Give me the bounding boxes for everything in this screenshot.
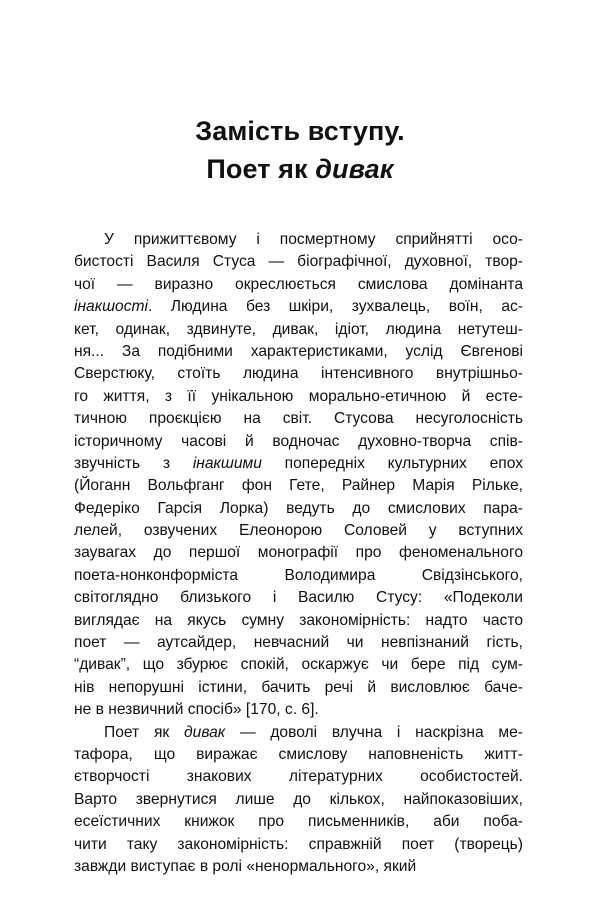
text-line: [74, 363, 523, 385]
chapter-title-line-1: Замість вступу.: [195, 116, 405, 146]
text-line: [74, 699, 523, 721]
text-line-segment: попередніх культурних епох: [261, 454, 523, 472]
text-line-segment: єтворчості знакових літературних особистостей.: [74, 768, 523, 786]
text-line-segment: го життя, з її унікальною морально-етичною й есте-: [74, 387, 523, 405]
body-text: [74, 229, 523, 878]
text-line-segment: — доволі влучна і наскрізна ме-: [225, 723, 523, 741]
text-line-segment: кет, одинак, здвинуте, дивак, ідіот, людина нетутеш-: [74, 320, 523, 338]
text-line-segment: завжди виступає в ролі «ненормального», який: [74, 857, 417, 875]
text-line: [74, 431, 523, 453]
text-line-segment: (Йоганн Вольфганг фон Гете, Райнер Марія Рільке,: [74, 477, 523, 495]
text-line-segment: поета-нонконформіста Володимира Свідзінського,: [74, 566, 523, 584]
text-line-italic-segment: дивак: [184, 723, 226, 741]
text-line-italic-segment: інакшими: [192, 454, 262, 472]
text-line: [74, 542, 523, 564]
text-line: [74, 834, 523, 856]
text-line-segment: лелей, озвучених Елеонорою Соловей у вступних: [74, 522, 523, 540]
text-line-segment: бистості Василя Стуса — біографічної, духовної, твор-: [74, 253, 523, 271]
text-line: [74, 341, 523, 363]
chapter-title-line-2-text: Поет як: [206, 154, 316, 184]
text-line-segment: поет — аутсайдер, невчасний чи невпізнаний гість,: [74, 634, 523, 652]
text-line: [74, 766, 523, 788]
text-line: [74, 229, 523, 251]
text-line-segment: чої — виразно окреслюється смислова домінанта: [74, 275, 523, 293]
text-line: [74, 498, 523, 520]
text-line-segment: світоглядно близького і Василю Стусу: «Подеколи: [74, 589, 523, 607]
text-line: [74, 319, 523, 341]
text-line: [74, 296, 523, 318]
text-line-segment: У прижиттєвому і посмертному сприйнятті осо-: [104, 231, 523, 248]
text-line-segment: тафора, що виражає смислову наповненість житт-: [74, 745, 523, 763]
text-line-segment: есеїстичних книжок про письменників, аби поба-: [74, 813, 523, 831]
text-line: [74, 856, 523, 878]
text-line-segment: історичному часові й водночас духовно-творча спів-: [74, 432, 523, 450]
text-line: [74, 632, 523, 654]
paragraph-2: [74, 722, 523, 879]
text-line: [74, 475, 523, 497]
text-line: [74, 789, 523, 811]
text-line-segment: Поет як: [104, 723, 185, 741]
text-line-segment: виглядає на якусь сумну закономірність: надто часто: [74, 611, 523, 629]
text-line-segment: чити таку закономірність: справжній поет (творець): [74, 835, 523, 853]
text-line-segment: . Людина без шкіри, зухвалець, воїн, ас-: [147, 298, 523, 316]
text-line-segment: Сверстюку, стоїть людина інтенсивного внутрішньо-: [74, 365, 523, 383]
text-line-segment: “дивак”, що збурює спокій, оскаржує чи бере під сум-: [74, 656, 523, 674]
text-line: [74, 453, 523, 475]
text-line: [74, 722, 523, 744]
text-line-segment: звучність з: [74, 454, 193, 472]
text-line-segment: Федеріко Гарсія Лорка) ведуть до смислових пара-: [74, 499, 523, 517]
text-line: [74, 251, 523, 273]
text-line-segment: заувагах до першої монографії про феноменального: [74, 544, 523, 562]
text-line: [74, 677, 523, 699]
text-line: [74, 408, 523, 430]
text-line: [74, 610, 523, 632]
text-line-segment: не в незвичний спосіб» [170, с. 6].: [74, 701, 319, 719]
text-line: [74, 587, 523, 609]
text-line: [74, 654, 523, 676]
text-line: [74, 565, 523, 587]
text-line: [74, 744, 523, 766]
paragraph-1: [74, 229, 523, 722]
text-line-segment: ня... За подібними характеристиками, услід Євгенові: [74, 342, 523, 360]
chapter-title-line-2: [0, 150, 600, 188]
text-line-segment: Варто звернутися лише до кількох, найпоказовіших,: [74, 790, 523, 808]
text-line: [74, 520, 523, 542]
chapter-title: [0, 112, 600, 188]
text-line-italic-segment: інакшості: [74, 298, 148, 316]
text-line: [74, 811, 523, 833]
text-line-segment: тичною проєкцією на світ. Стусова несуголосність: [74, 410, 523, 428]
text-line: [74, 274, 523, 296]
text-line-segment: нів непорушні істини, бачить речі й висловлює баче-: [74, 678, 523, 696]
text-line: [74, 386, 523, 408]
chapter-title-line-2-italic: дивак: [315, 154, 394, 184]
